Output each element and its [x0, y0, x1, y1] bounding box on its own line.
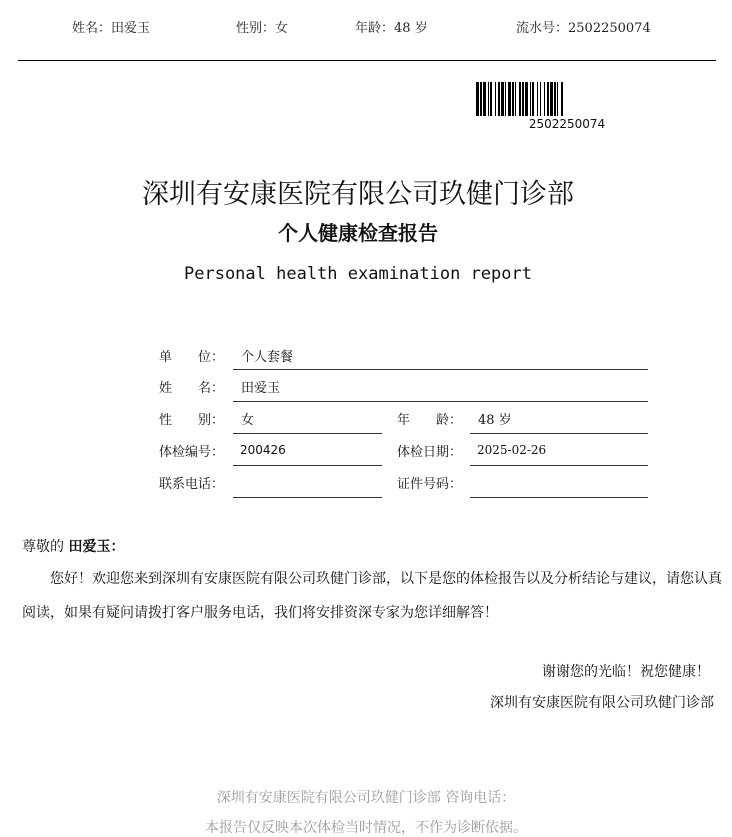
age-label: 年 龄：	[397, 413, 463, 428]
letter-signature: 深圳有安康医院有限公司玖健门诊部	[490, 695, 714, 711]
report-title: 个人健康检查报告	[278, 221, 438, 245]
barcode-bar	[540, 82, 541, 116]
barcode-bar	[537, 82, 538, 116]
letter-thanks: 谢谢您的光临！祝您健康！	[542, 664, 710, 680]
exam-no-underline	[233, 465, 382, 466]
barcode-bar	[480, 82, 482, 116]
barcode-bar	[483, 82, 486, 116]
barcode-number: 2502250074	[528, 117, 606, 131]
id-label: 证件号码：	[397, 477, 463, 492]
barcode-bar	[498, 82, 500, 116]
barcode-bar	[488, 82, 489, 116]
salutation-text: 尊敬的	[22, 539, 64, 555]
exam-date-underline	[470, 465, 648, 466]
age-underline	[470, 433, 648, 434]
header-name-value: 田爱玉	[111, 21, 151, 36]
barcode	[476, 82, 658, 116]
header-name-label: 姓名：	[72, 21, 112, 36]
barcode-bar	[532, 82, 534, 116]
barcode-bar	[550, 82, 553, 116]
header-age-label: 年龄：	[355, 21, 395, 36]
header-serial-label: 流水号：	[516, 21, 569, 36]
barcode-bar	[512, 82, 514, 116]
phone-underline	[233, 497, 382, 498]
exam-date-label: 体检日期：	[397, 445, 463, 460]
name-value: 田爱玉	[241, 381, 281, 396]
gender-label: 性 别：	[159, 413, 225, 428]
header-divider	[18, 60, 716, 61]
header-gender-value: 女	[275, 21, 289, 36]
letter-body: 您好！欢迎您来到深圳有安康医院有限公司玖健门诊部，以下是您的体检报告以及分析结论与建议，请您认真阅读，如果有疑问请拨打客户服务电话，我们将安排资深专家为您详细解答！	[22, 571, 722, 621]
barcode-bar	[561, 82, 563, 116]
age-value: 48 岁	[478, 413, 512, 428]
org-title: 深圳有安康医院有限公司玖健门诊部	[142, 179, 574, 210]
header-age-value: 48 岁	[394, 21, 428, 36]
barcode-bar	[525, 82, 528, 116]
barcode-bar	[519, 82, 521, 116]
header-serial-value: 2502250074	[568, 21, 651, 36]
unit-value: 个人套餐	[241, 350, 294, 365]
footer-disclaimer: 本报告仅反映本次体检当时情况，不作为诊断依据。	[205, 820, 527, 836]
header-name	[72, 17, 150, 36]
exam-no-label: 体检编号：	[159, 445, 225, 460]
id-underline	[470, 497, 648, 498]
exam-no-value: 200426	[240, 443, 286, 457]
barcode-bar	[501, 82, 504, 116]
footer-contact: 深圳有安康医院有限公司玖健门诊部 咨询电话：	[216, 790, 516, 806]
barcode-bar	[515, 82, 516, 116]
header-serial	[516, 17, 651, 36]
barcode-bar	[490, 82, 492, 116]
name-underline	[233, 401, 648, 402]
exam-date-value: 2025-02-26	[477, 443, 547, 457]
salutation	[22, 536, 124, 556]
name-label: 姓 名：	[159, 381, 225, 396]
unit-underline	[233, 369, 648, 370]
barcode-bar	[476, 82, 479, 116]
barcode-bar	[544, 82, 545, 116]
unit-label: 单 位：	[159, 350, 225, 365]
barcode-bar	[530, 82, 531, 116]
gender-value: 女	[241, 413, 255, 428]
phone-label: 联系电话：	[159, 477, 225, 492]
report-title-english: Personal health examination report	[184, 264, 532, 284]
gender-underline	[233, 433, 382, 434]
header-gender	[236, 17, 288, 36]
barcode-bar	[554, 82, 556, 116]
barcode-bar	[508, 82, 511, 116]
barcode-bar	[557, 82, 558, 116]
barcode-bar	[505, 82, 506, 116]
salutation-name: 田爱玉：	[68, 539, 125, 555]
barcode-bar	[495, 82, 496, 116]
header-age	[355, 17, 428, 36]
barcode-bar	[522, 82, 524, 116]
header-gender-label: 性别：	[236, 21, 276, 36]
barcode-bar	[547, 82, 549, 116]
